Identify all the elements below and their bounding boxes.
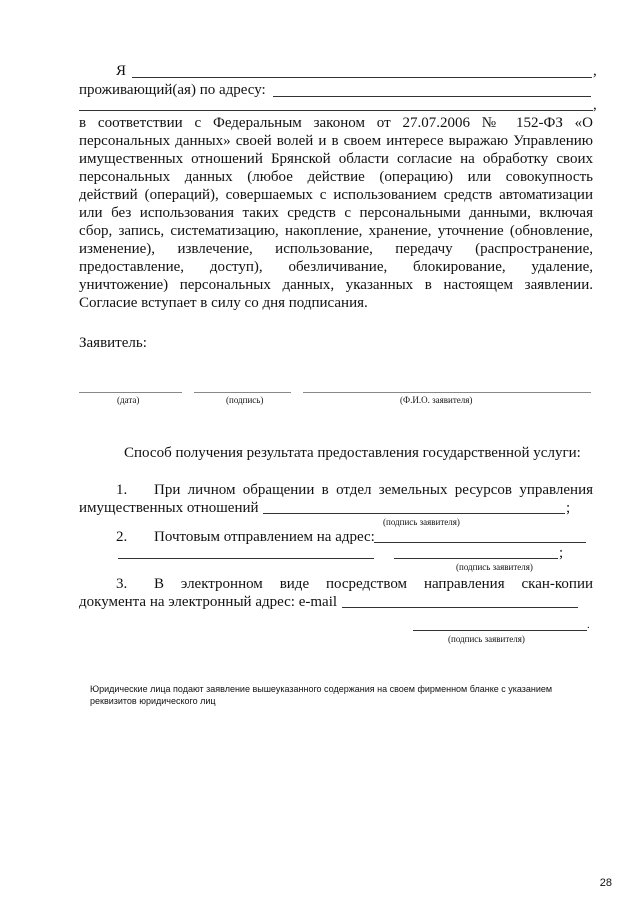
option-3-text: В электронном виде посредством направления скан-копии xyxy=(154,576,593,592)
body-line: персональных данных (любое действие (операцию) или совокупность xyxy=(79,169,593,185)
comma: , xyxy=(593,63,597,79)
ya-label: Я xyxy=(116,63,127,79)
body-line: персональных данных» своей волей и в своем интересе выражаю Управлению xyxy=(79,133,593,149)
semicolon: ; xyxy=(559,545,564,561)
body-line: или без использования таких средств с персональными данными, включая xyxy=(79,205,593,221)
body-line: имущественных отношений Брянской области согласие на обработку своих xyxy=(79,151,593,167)
date-caption: (дата) xyxy=(117,395,140,405)
footnote: Юридические лица подают заявление вышеуказанного содержания на своем фирменном бланке с указанием реквизитов юридического лиц xyxy=(90,684,553,706)
option-2-text: Почтовым отправлением на адрес: xyxy=(154,529,375,545)
postal-address-field[interactable] xyxy=(374,542,586,543)
option-3-signature-field[interactable] xyxy=(413,630,587,631)
option-number: 3. xyxy=(116,576,128,592)
semicolon: ; xyxy=(566,500,571,516)
option-1-caption: (подпись заявителя) xyxy=(383,517,460,527)
option-1-text-cont: имущественных отношений xyxy=(79,500,259,516)
body-line: сбор, запись, систематизацию, накопление, хранение, уточнение (обновление, xyxy=(79,223,593,239)
option-3-text-cont: документа на электронный адрес: e-mail xyxy=(79,594,338,610)
option-2-caption: (подпись заявителя) xyxy=(456,562,533,572)
body-line: в соответствии с Федеральным законом от 27.07.2006 № 152-ФЗ «О xyxy=(79,115,593,131)
option-number: 2. xyxy=(116,529,128,545)
option-number: 1. xyxy=(116,482,128,498)
body-line: предоставление, доступ), обезличивание, блокирование, удаление, xyxy=(79,259,593,275)
postal-address-field-continued[interactable] xyxy=(118,558,374,559)
fio-field[interactable] xyxy=(303,392,591,393)
address-field[interactable] xyxy=(273,96,591,97)
residing-label: проживающий(ая) по адресу: xyxy=(79,82,266,98)
option-1-text: При личном обращении в отдел земельных ресурсов управления xyxy=(154,482,593,498)
name-field[interactable] xyxy=(132,77,592,78)
signature-field[interactable] xyxy=(194,392,291,393)
option-2-signature-field[interactable] xyxy=(394,558,558,559)
option-3-caption: (подпись заявителя) xyxy=(448,634,525,644)
body-line: уничтожение) персональных данных, указанных в настоящем заявлении. xyxy=(79,277,593,293)
option-1-signature-field[interactable] xyxy=(263,513,565,514)
comma: , xyxy=(593,97,597,113)
date-field[interactable] xyxy=(79,392,182,393)
page-number: 28 xyxy=(599,877,612,889)
method-title: Способ получения результата предоставления государственной услуги: xyxy=(124,445,581,461)
body-line: действий (операций), совершаемых с использованием средств автоматизации xyxy=(79,187,593,203)
consent-effective: Согласие вступает в силу со дня подписания. xyxy=(79,295,368,311)
period: . xyxy=(587,619,590,631)
address-field-continued[interactable] xyxy=(79,110,593,111)
email-field[interactable] xyxy=(342,607,578,608)
body-line: изменение), извлечение, использование, передачу (распространение, xyxy=(79,241,593,257)
fio-caption: (Ф.И.О. заявителя) xyxy=(400,395,473,405)
signature-caption: (подпись) xyxy=(226,395,264,405)
applicant-label: Заявитель: xyxy=(79,335,147,351)
